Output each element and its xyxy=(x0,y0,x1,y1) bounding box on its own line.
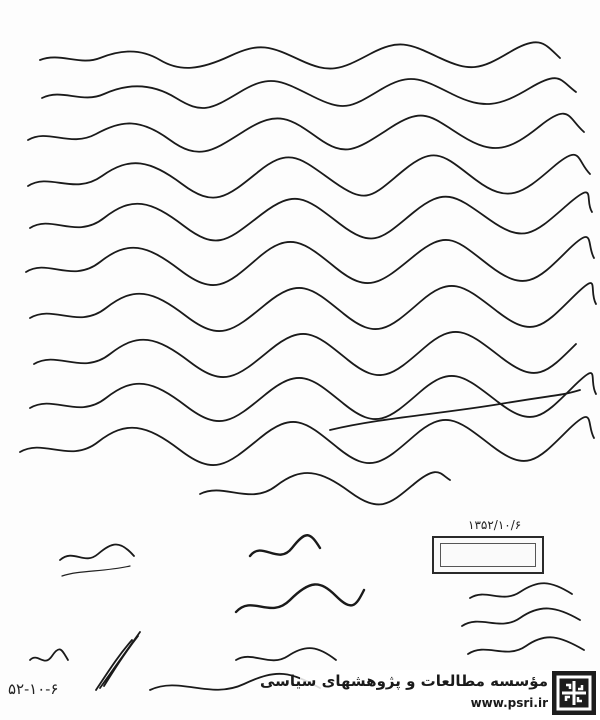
office-stamp-inner xyxy=(440,543,536,567)
handwriting-line-6 xyxy=(26,237,594,285)
handwriting-line-5 xyxy=(30,192,592,240)
handwriting-line-8 xyxy=(34,332,576,377)
central-note-numbers xyxy=(236,584,364,612)
handwriting-line-7 xyxy=(30,283,596,331)
signature-right-3 xyxy=(468,637,584,654)
margin-mark xyxy=(30,649,68,660)
organization-name: مؤسسه مطالعات و پژوهشهای سیاسی xyxy=(259,672,548,690)
central-note xyxy=(250,535,320,556)
handwriting-line-3 xyxy=(28,114,584,152)
handwriting-line-2 xyxy=(42,78,576,108)
psri-logo-icon xyxy=(552,671,596,715)
handwriting-line-11 xyxy=(200,472,450,504)
signature-right-2 xyxy=(462,608,580,626)
office-stamp xyxy=(432,536,544,574)
bottom-note-1 xyxy=(236,648,336,660)
handwriting-line-4 xyxy=(28,155,590,198)
organization-url[interactable]: www.psri.ir xyxy=(470,696,548,710)
psri-logo-glyph xyxy=(552,671,596,715)
signature-left-flourish xyxy=(62,566,130,576)
document-number: ۵۲-۱۰-۶ xyxy=(8,680,59,698)
handwriting-line-10 xyxy=(20,417,594,465)
signature-right-1 xyxy=(470,583,572,598)
signature-left xyxy=(60,545,134,561)
handwriting-line-9 xyxy=(30,373,596,421)
underline-stroke xyxy=(330,390,580,430)
handwriting-line-1 xyxy=(40,42,560,68)
stamp-date: ۱۳۵۲/۱۰/۶ xyxy=(468,518,522,532)
